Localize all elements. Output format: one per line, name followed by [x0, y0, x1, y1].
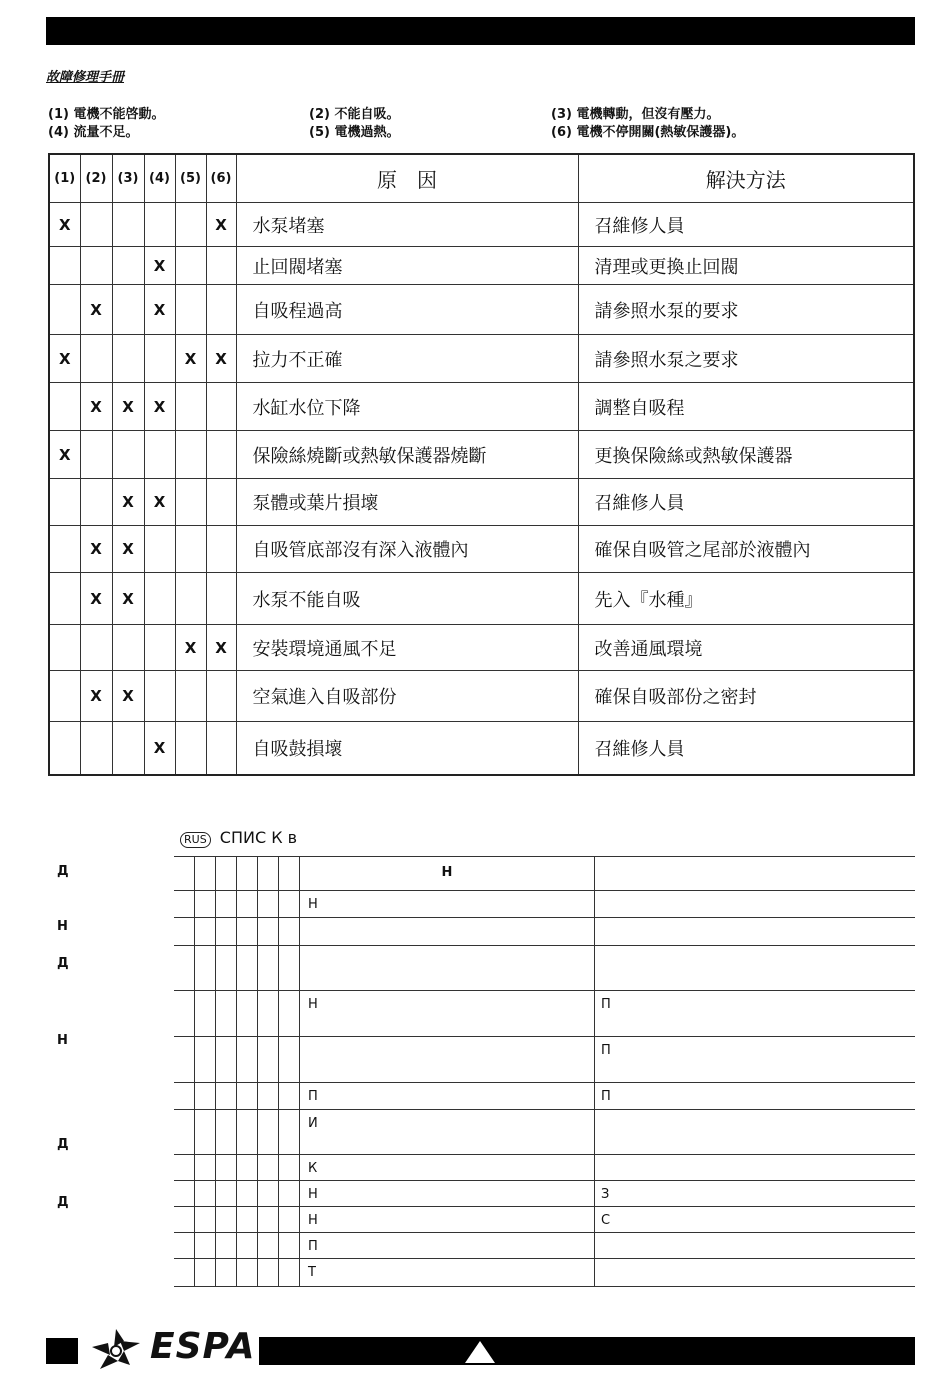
top-bar — [46, 17, 915, 45]
table-row — [49, 431, 914, 479]
solution-cell: 召維修人員 — [578, 722, 914, 775]
rus-solution-cell — [595, 891, 916, 918]
legend-col-1 — [48, 106, 164, 142]
symptom-mark-cell — [49, 671, 80, 722]
rus-table-row — [174, 1233, 915, 1259]
rus-mark-cell — [216, 1110, 237, 1155]
symptom-mark-cell — [206, 247, 236, 285]
rus-mark-cell — [237, 918, 258, 946]
symptom-mark-cell — [206, 383, 236, 431]
side-label: Н — [57, 1033, 68, 1048]
symptom-mark-cell — [49, 479, 80, 526]
solution-cell: 確保自吸部份之密封 — [578, 671, 914, 722]
header-col-3: (3) — [112, 154, 144, 203]
cause-cell: 自吸管底部沒有深入液體內 — [236, 526, 578, 573]
cause-cell: 泵體或葉片損壞 — [236, 479, 578, 526]
rus-mark-cell — [258, 1181, 279, 1207]
rus-mark-cell — [279, 1259, 300, 1287]
rus-mark-cell — [174, 891, 195, 918]
header-col-2: (2) — [80, 154, 112, 203]
symptom-mark-cell — [144, 526, 175, 573]
espa-logo-text: ESPA — [150, 1326, 256, 1367]
rus-header-solution — [595, 857, 916, 891]
rus-solution-cell — [595, 946, 916, 991]
rus-solution-cell: П — [595, 1083, 916, 1110]
symptom-mark-cell — [112, 335, 144, 383]
cause-cell: 止回閥堵塞 — [236, 247, 578, 285]
header-solution: 解決方法 — [578, 154, 914, 203]
rus-mark-cell — [216, 1037, 237, 1083]
table-row — [49, 671, 914, 722]
header-col-1: (1) — [49, 154, 80, 203]
rus-mark-cell — [174, 1233, 195, 1259]
rus-mark-cell — [174, 1259, 195, 1287]
symptom-mark-cell — [206, 479, 236, 526]
symptom-mark-cell: X — [175, 335, 206, 383]
rus-mark-cell — [279, 1181, 300, 1207]
symptom-mark-cell — [175, 722, 206, 775]
solution-cell: 調整自吸程 — [578, 383, 914, 431]
table-row — [49, 285, 914, 335]
rus-cause-cell — [300, 1037, 595, 1083]
symptom-mark-cell: X — [112, 383, 144, 431]
symptom-mark-cell: X — [206, 203, 236, 247]
rus-solution-cell: П — [595, 1037, 916, 1083]
symptom-mark-cell: X — [112, 671, 144, 722]
rus-mark-cell — [258, 891, 279, 918]
cause-cell: 自吸鼓損壞 — [236, 722, 578, 775]
rus-mark-cell — [279, 918, 300, 946]
rus-cause-cell: Н — [300, 1181, 595, 1207]
legend-item-3: (3) 電機轉動，但沒有壓力。 — [551, 107, 720, 122]
side-label: Д — [57, 864, 69, 879]
legend-item-4: (4) 流量不足。 — [48, 125, 139, 140]
symptom-mark-cell — [112, 247, 144, 285]
rus-mark-cell — [237, 1110, 258, 1155]
rus-mark-cell — [279, 1207, 300, 1233]
rus-mark-cell — [195, 1181, 216, 1207]
rus-table-row — [174, 1037, 915, 1083]
table-row — [49, 722, 914, 775]
symptom-mark-cell — [49, 383, 80, 431]
rus-mark-cell — [237, 1037, 258, 1083]
symptom-mark-cell — [112, 625, 144, 671]
symptom-mark-cell — [144, 203, 175, 247]
rus-cause-cell: Н — [300, 891, 595, 918]
rus-table-row — [174, 1155, 915, 1181]
cause-cell: 自吸程過高 — [236, 285, 578, 335]
symptom-mark-cell — [144, 573, 175, 625]
rus-mark-cell — [216, 857, 237, 891]
rus-mark-cell — [279, 891, 300, 918]
solution-cell: 清理或更換止回閥 — [578, 247, 914, 285]
symptom-mark-cell — [206, 722, 236, 775]
rus-mark-cell — [174, 1110, 195, 1155]
rus-mark-cell — [174, 1037, 195, 1083]
rus-mark-cell — [258, 1083, 279, 1110]
cause-cell: 水缸水位下降 — [236, 383, 578, 431]
symptom-mark-cell — [80, 335, 112, 383]
rus-mark-cell — [216, 1083, 237, 1110]
rus-header-cause: Н — [300, 857, 595, 891]
symptom-mark-cell: X — [112, 526, 144, 573]
symptom-mark-cell — [175, 479, 206, 526]
header-col-4: (4) — [144, 154, 175, 203]
footer-bar — [259, 1337, 915, 1365]
symptom-mark-cell — [175, 203, 206, 247]
cause-cell: 拉力不正確 — [236, 335, 578, 383]
rus-mark-cell — [279, 1083, 300, 1110]
rus-mark-cell — [237, 1083, 258, 1110]
rus-solution-cell: С — [595, 1207, 916, 1233]
rus-solution-cell — [595, 1259, 916, 1287]
rus-mark-cell — [195, 1259, 216, 1287]
rus-mark-cell — [174, 946, 195, 991]
rus-mark-cell — [279, 991, 300, 1037]
rus-cause-cell: К — [300, 1155, 595, 1181]
cause-cell: 保險絲燒斷或熱敏保護器燒斷 — [236, 431, 578, 479]
symptom-mark-cell — [206, 526, 236, 573]
symptom-mark-cell: X — [144, 479, 175, 526]
solution-cell: 先入『水種』 — [578, 573, 914, 625]
rus-mark-cell — [174, 1207, 195, 1233]
rus-table-row — [174, 1259, 915, 1287]
troubleshooting-table — [48, 153, 915, 776]
rus-table-row — [174, 946, 915, 991]
solution-cell: 更換保險絲或熱敏保護器 — [578, 431, 914, 479]
symptom-mark-cell — [80, 431, 112, 479]
rus-mark-cell — [216, 1207, 237, 1233]
symptom-mark-cell — [112, 203, 144, 247]
symptom-mark-cell: X — [80, 526, 112, 573]
rus-table-row — [174, 891, 915, 918]
symptom-mark-cell: X — [80, 285, 112, 335]
rus-mark-cell — [216, 1181, 237, 1207]
rus-table — [174, 856, 915, 1287]
rus-solution-cell — [595, 918, 916, 946]
rus-mark-cell — [174, 1155, 195, 1181]
rus-mark-cell — [216, 1233, 237, 1259]
symptom-mark-cell — [80, 203, 112, 247]
table-row — [49, 479, 914, 526]
rus-mark-cell — [258, 1110, 279, 1155]
header-col-6: (6) — [206, 154, 236, 203]
rus-cause-cell: Н — [300, 991, 595, 1037]
rus-mark-cell — [258, 857, 279, 891]
symptom-mark-cell: X — [80, 573, 112, 625]
table-row — [49, 383, 914, 431]
symptom-mark-cell: X — [144, 247, 175, 285]
symptom-mark-cell — [112, 431, 144, 479]
legend-col-3 — [551, 106, 744, 142]
table-row — [49, 573, 914, 625]
symptom-mark-cell: X — [112, 479, 144, 526]
rus-mark-cell — [237, 1155, 258, 1181]
table-row — [49, 247, 914, 285]
rus-heading-text: СПИС К в — [219, 828, 298, 847]
solution-cell: 召維修人員 — [578, 203, 914, 247]
rus-solution-cell — [595, 1233, 916, 1259]
symptom-mark-cell — [144, 431, 175, 479]
symptom-mark-cell — [206, 671, 236, 722]
rus-mark-cell — [195, 1155, 216, 1181]
rus-heading — [180, 828, 297, 848]
rus-table-row — [174, 918, 915, 946]
rus-table-row — [174, 991, 915, 1037]
legend-item-5: (5) 電機過熱。 — [309, 125, 400, 140]
rus-mark-cell — [174, 918, 195, 946]
section-title: 故障修理手冊 — [46, 70, 125, 85]
rus-mark-cell — [195, 1233, 216, 1259]
rus-mark-cell — [174, 857, 195, 891]
symptom-mark-cell — [144, 335, 175, 383]
symptom-mark-cell — [49, 625, 80, 671]
legend-item-1: (1) 電機不能啓動。 — [48, 107, 165, 122]
symptom-mark-cell — [80, 625, 112, 671]
rus-mark-cell — [258, 991, 279, 1037]
symptom-mark-cell — [206, 431, 236, 479]
symptom-mark-cell: X — [175, 625, 206, 671]
rus-mark-cell — [279, 1155, 300, 1181]
symptom-mark-cell — [144, 671, 175, 722]
rus-cause-cell: П — [300, 1083, 595, 1110]
rus-mark-cell — [174, 1181, 195, 1207]
rus-mark-cell — [258, 1207, 279, 1233]
side-label: Д — [57, 1195, 69, 1210]
rus-mark-cell — [195, 1207, 216, 1233]
side-label: Д — [57, 1137, 69, 1152]
symptom-mark-cell: X — [49, 431, 80, 479]
rus-mark-cell — [279, 857, 300, 891]
table-row — [49, 625, 914, 671]
rus-mark-cell — [216, 1155, 237, 1181]
symptom-mark-cell: X — [49, 335, 80, 383]
rus-mark-cell — [195, 891, 216, 918]
legend-item-2: (2) 不能自吸。 — [309, 107, 400, 122]
solution-cell: 改善通風環境 — [578, 625, 914, 671]
symptom-mark-cell — [49, 247, 80, 285]
solution-cell: 確保自吸管之尾部於液體內 — [578, 526, 914, 573]
symptom-mark-cell — [112, 285, 144, 335]
warning-triangle-icon — [465, 1341, 495, 1363]
rus-mark-cell — [195, 857, 216, 891]
symptom-mark-cell — [49, 526, 80, 573]
symptom-mark-cell — [175, 671, 206, 722]
cause-cell: 水泵不能自吸 — [236, 573, 578, 625]
symptom-mark-cell — [112, 722, 144, 775]
symptom-mark-cell — [206, 285, 236, 335]
rus-mark-cell — [195, 991, 216, 1037]
rus-mark-cell — [258, 1155, 279, 1181]
rus-mark-cell — [237, 1207, 258, 1233]
cause-cell: 安裝環境通風不足 — [236, 625, 578, 671]
symptom-mark-cell — [206, 573, 236, 625]
header-col-5: (5) — [175, 154, 206, 203]
rus-solution-cell: П — [595, 991, 916, 1037]
rus-cause-cell: Т — [300, 1259, 595, 1287]
rus-mark-cell — [258, 946, 279, 991]
rus-mark-cell — [237, 857, 258, 891]
cause-cell: 水泵堵塞 — [236, 203, 578, 247]
symptom-mark-cell — [49, 285, 80, 335]
solution-cell: 召維修人員 — [578, 479, 914, 526]
rus-table-row — [174, 1207, 915, 1233]
symptom-mark-cell — [175, 285, 206, 335]
rus-mark-cell — [195, 946, 216, 991]
rus-table-row — [174, 1181, 915, 1207]
symptom-mark-cell: X — [206, 335, 236, 383]
symptom-mark-cell — [175, 573, 206, 625]
symptom-mark-cell: X — [49, 203, 80, 247]
rus-mark-cell — [216, 1259, 237, 1287]
rus-mark-cell — [279, 1233, 300, 1259]
rus-mark-cell — [237, 946, 258, 991]
rus-solution-cell: З — [595, 1181, 916, 1207]
rus-mark-cell — [258, 1259, 279, 1287]
rus-mark-cell — [237, 891, 258, 918]
solution-cell: 請參照水泵的要求 — [578, 285, 914, 335]
rus-mark-cell — [174, 991, 195, 1037]
rus-mark-cell — [216, 918, 237, 946]
symptom-mark-cell: X — [112, 573, 144, 625]
table-row — [49, 335, 914, 383]
rus-mark-cell — [216, 946, 237, 991]
rus-table-row — [174, 1110, 915, 1155]
solution-cell: 請參照水泵之要求 — [578, 335, 914, 383]
symptom-mark-cell: X — [144, 722, 175, 775]
rus-mark-cell — [258, 1233, 279, 1259]
rus-mark-cell — [279, 946, 300, 991]
symptom-mark-cell — [80, 479, 112, 526]
rus-cause-cell — [300, 918, 595, 946]
rus-mark-cell — [216, 891, 237, 918]
rus-mark-cell — [195, 1110, 216, 1155]
symptom-mark-cell: X — [80, 671, 112, 722]
rus-mark-cell — [195, 1083, 216, 1110]
symptom-mark-cell — [175, 383, 206, 431]
rus-cause-cell — [300, 946, 595, 991]
rus-mark-cell — [195, 918, 216, 946]
symptom-mark-cell — [49, 573, 80, 625]
cause-cell: 空氣進入自吸部份 — [236, 671, 578, 722]
rus-badge: RUS — [180, 832, 211, 848]
header-cause: 原 因 — [236, 154, 578, 203]
rus-mark-cell — [174, 1083, 195, 1110]
rus-mark-cell — [279, 1037, 300, 1083]
rus-header-row — [174, 857, 915, 891]
symptom-mark-cell — [49, 722, 80, 775]
espa-logo-icon — [86, 1325, 148, 1377]
rus-solution-cell — [595, 1110, 916, 1155]
footer-square — [46, 1338, 78, 1364]
rus-cause-cell: И — [300, 1110, 595, 1155]
table-header-row — [49, 154, 914, 203]
symptom-mark-cell — [175, 431, 206, 479]
legend-col-2 — [309, 106, 399, 142]
rus-mark-cell — [258, 1037, 279, 1083]
symptom-mark-cell — [175, 526, 206, 573]
symptom-mark-cell — [144, 625, 175, 671]
side-label: Д — [57, 956, 69, 971]
rus-mark-cell — [216, 991, 237, 1037]
table-row — [49, 526, 914, 573]
rus-cause-cell: Н — [300, 1207, 595, 1233]
symptom-mark-cell: X — [206, 625, 236, 671]
rus-solution-cell — [595, 1155, 916, 1181]
rus-table-row — [174, 1083, 915, 1110]
symptom-mark-cell: X — [144, 383, 175, 431]
symptom-mark-cell — [80, 247, 112, 285]
rus-mark-cell — [237, 1233, 258, 1259]
rus-mark-cell — [279, 1110, 300, 1155]
symptom-mark-cell — [80, 722, 112, 775]
rus-mark-cell — [237, 1259, 258, 1287]
symptom-mark-cell: X — [80, 383, 112, 431]
side-label: Н — [57, 919, 68, 934]
symptom-mark-cell: X — [144, 285, 175, 335]
legend-item-6: (6) 電機不停開關(熱敏保護器)。 — [551, 125, 745, 140]
rus-mark-cell — [237, 991, 258, 1037]
symptom-mark-cell — [175, 247, 206, 285]
rus-cause-cell: П — [300, 1233, 595, 1259]
rus-mark-cell — [195, 1037, 216, 1083]
table-row — [49, 203, 914, 247]
rus-mark-cell — [258, 918, 279, 946]
rus-mark-cell — [237, 1181, 258, 1207]
